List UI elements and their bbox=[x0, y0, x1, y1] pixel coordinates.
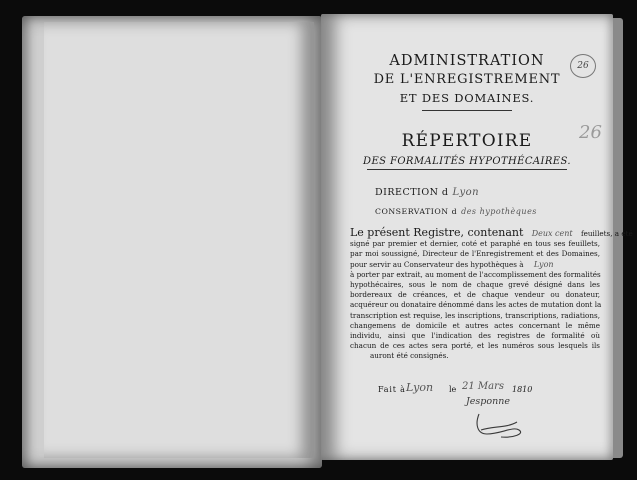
certification-paragraph bbox=[350, 226, 633, 362]
paragraph-line: acquéreur ou donataire dénommé dans les actes de mutation dont la bbox=[350, 300, 602, 310]
header-line-1: ADMINISTRATION bbox=[389, 53, 545, 69]
paragraph-line: par moi soussigné, Directeur de l'Enregistrement et des Domaines, bbox=[350, 249, 600, 259]
conservation-value: des hypothèques bbox=[461, 207, 537, 216]
page-title: RÉPERTOIRE bbox=[401, 131, 533, 151]
date-value: 21 Mars bbox=[462, 381, 505, 392]
folio-stamp: 26 bbox=[570, 54, 596, 78]
paragraph-line: auront été consignés. bbox=[370, 351, 449, 361]
header-line-2: DE L'ENREGISTREMENT bbox=[373, 72, 561, 87]
paragraph-line: transcription est requise, les inscriptions, transcriptions, radiations, bbox=[350, 310, 600, 320]
page-subtitle: DES FORMALITÉS HYPOTHÉCAIRES. bbox=[363, 156, 571, 167]
right-page bbox=[321, 14, 633, 460]
direction-value: Lyon bbox=[452, 187, 480, 198]
paragraph-line: individu, ainsi que l'indication des registres de formalité où bbox=[350, 331, 600, 341]
paragraph-line: signé par premier et dernier, coté et paraphé en tous ses feuillets, bbox=[350, 239, 600, 249]
paragraph-line: Le présent Registre, contenant Deux cent feuillets, a été bbox=[350, 226, 633, 239]
paragraph-line: changemens de domicile et autres actes concernant le même bbox=[350, 320, 600, 330]
pencil-number: 26 bbox=[579, 122, 602, 143]
signature-flourish bbox=[473, 400, 537, 442]
title-underline bbox=[367, 169, 567, 170]
page-edges bbox=[612, 18, 623, 458]
feuillets-value: Deux cent bbox=[531, 229, 573, 238]
header-line-3: ET DES DOMAINES. bbox=[399, 91, 535, 105]
paragraph-line: hypothécaires, sous le nom de chaque grevé désigné dans les bbox=[350, 280, 600, 290]
paragraph-line: à porter par extrait, au moment de l'accomplissement des formalités bbox=[350, 269, 601, 279]
direction-label: DIRECTION d Lyon bbox=[375, 187, 480, 198]
conservation-label: CONSERVATION d des hypothèques bbox=[375, 207, 537, 216]
paragraph-line: bordereaux de créances, et de chaque vendeur ou donateur, bbox=[350, 290, 600, 300]
header-divider bbox=[422, 110, 512, 111]
left-page-inner bbox=[44, 22, 314, 458]
fait-label: Fait à bbox=[378, 385, 406, 394]
year-value: 1810 bbox=[512, 385, 533, 394]
lyon-value: Lyon bbox=[533, 259, 554, 269]
fait-value: Lyon bbox=[406, 381, 434, 394]
paragraph-line: chacun de ces actes sera porté, et les numéros sous lesquels ils bbox=[350, 341, 600, 351]
le-label: le bbox=[449, 385, 457, 394]
paragraph-line: pour servir au Conservateur des hypothèques à Lyon bbox=[350, 259, 554, 269]
signature-name: Jesponne bbox=[466, 396, 510, 407]
